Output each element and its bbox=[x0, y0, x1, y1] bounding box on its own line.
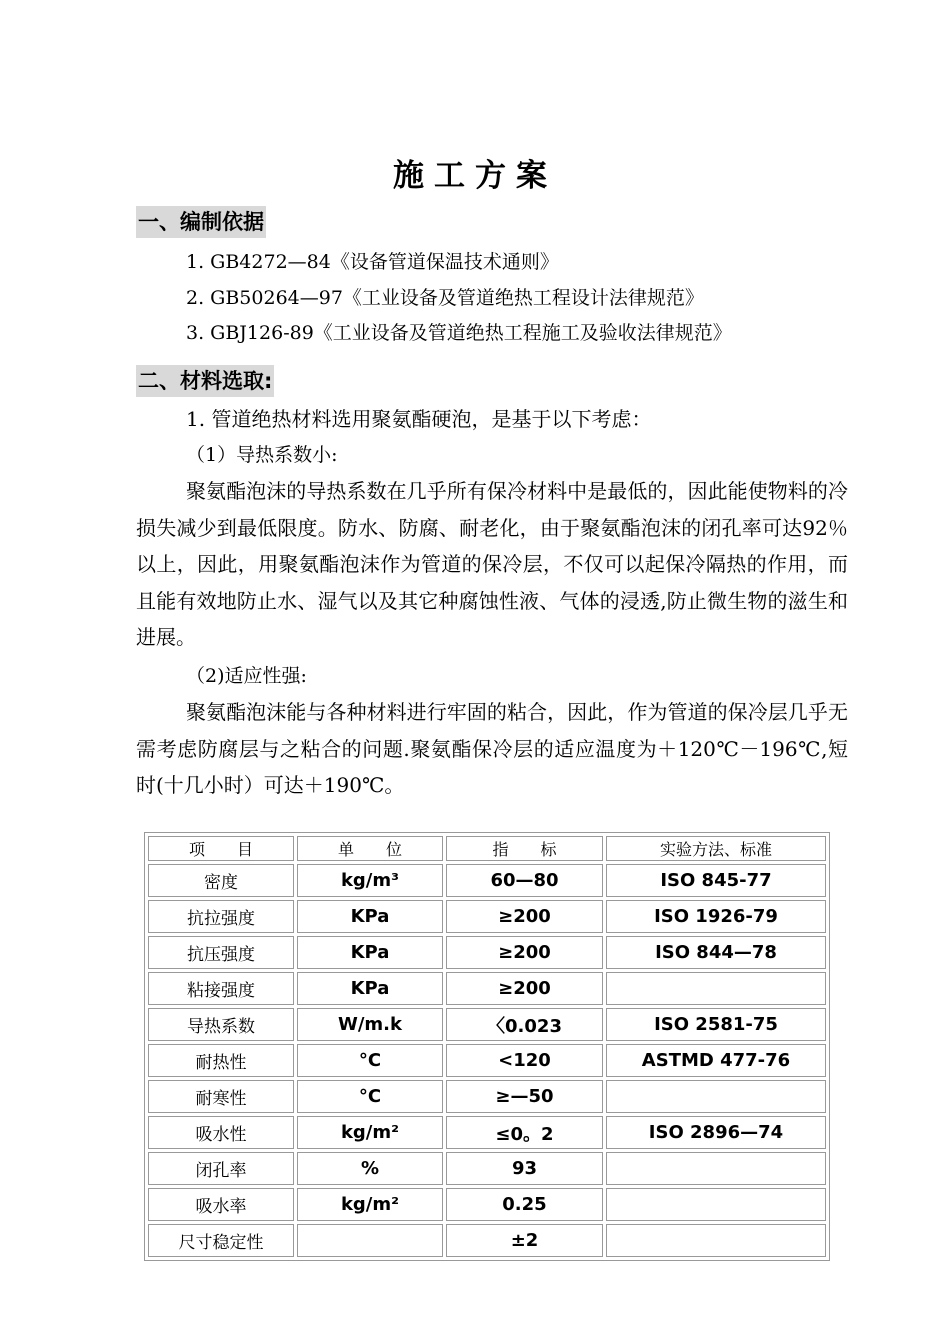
table-row bbox=[148, 864, 826, 897]
header-item: 项 目 bbox=[148, 836, 294, 861]
table-row bbox=[148, 1044, 826, 1077]
cell-method bbox=[606, 1080, 826, 1113]
table-row bbox=[148, 936, 826, 969]
cell-item: 耐寒性 bbox=[148, 1080, 294, 1113]
cell-method: ASTMD 477-76 bbox=[606, 1044, 826, 1077]
spec-table bbox=[144, 832, 830, 1261]
cell-unit: kg/m³ bbox=[297, 864, 443, 897]
cell-spec: ≥200 bbox=[446, 972, 603, 1005]
cell-unit: °C bbox=[297, 1044, 443, 1077]
cell-method: ISO 1926-79 bbox=[606, 900, 826, 933]
cell-spec: ≥200 bbox=[446, 900, 603, 933]
cell-method: ISO 844—78 bbox=[606, 936, 826, 969]
basis-item: 2. GB50264—97《工业设备及管道绝热工程设计法律规范》 bbox=[186, 287, 704, 309]
cell-unit: % bbox=[297, 1152, 443, 1185]
table-row bbox=[148, 1188, 826, 1221]
header-unit: 单 位 bbox=[297, 836, 443, 861]
cell-unit bbox=[297, 1224, 443, 1257]
subheading-low-conductivity: （1）导热系数小: bbox=[186, 444, 338, 466]
section-heading-materials: 二、材料选取: bbox=[136, 365, 274, 397]
table-row bbox=[148, 1152, 826, 1185]
cell-spec: ±2 bbox=[446, 1224, 603, 1257]
cell-method: ISO 845-77 bbox=[606, 864, 826, 897]
cell-item: 闭孔率 bbox=[148, 1152, 294, 1185]
paragraph-adaptability: 聚氨酯泡沫能与各种材料进行牢固的粘合，因此，作为管道的保冷层几乎无需考虑防腐层与之粘合的问题.聚氨酯保冷层的适应温度为＋120℃－196℃,短时(十几小时）可达＋190℃。 bbox=[136, 700, 848, 797]
cell-method bbox=[606, 1224, 826, 1257]
cell-unit: KPa bbox=[297, 900, 443, 933]
table-row bbox=[148, 972, 826, 1005]
table-row bbox=[148, 1224, 826, 1257]
materials-intro: 1. 管道绝热材料选用聚氨酯硬泡，是基于以下考虑： bbox=[186, 407, 652, 431]
cell-item: 粘接强度 bbox=[148, 972, 294, 1005]
cell-item: 抗拉强度 bbox=[148, 900, 294, 933]
cell-item: 吸水性 bbox=[148, 1116, 294, 1149]
cell-item: 抗压强度 bbox=[148, 936, 294, 969]
cell-item: 吸水率 bbox=[148, 1188, 294, 1221]
cell-unit: KPa bbox=[297, 936, 443, 969]
cell-spec: ≤0。2 bbox=[446, 1116, 603, 1149]
cell-method bbox=[606, 972, 826, 1005]
cell-method: ISO 2581-75 bbox=[606, 1008, 826, 1041]
table-row bbox=[148, 1116, 826, 1149]
cell-method bbox=[606, 1152, 826, 1185]
cell-spec: 60—80 bbox=[446, 864, 603, 897]
cell-unit: kg/m² bbox=[297, 1188, 443, 1221]
cell-item: 耐热性 bbox=[148, 1044, 294, 1077]
table-row bbox=[148, 1008, 826, 1041]
cell-item: 尺寸稳定性 bbox=[148, 1224, 294, 1257]
cell-spec: ≥200 bbox=[446, 936, 603, 969]
table-row bbox=[148, 1080, 826, 1113]
cell-unit: °C bbox=[297, 1080, 443, 1113]
page-title: 施工方案 bbox=[393, 158, 557, 194]
header-spec: 指 标 bbox=[446, 836, 603, 861]
cell-spec: 〈0.023 bbox=[446, 1008, 603, 1041]
table-row bbox=[148, 900, 826, 933]
cell-spec: 93 bbox=[446, 1152, 603, 1185]
header-method: 实验方法、标准 bbox=[606, 836, 826, 861]
cell-unit: KPa bbox=[297, 972, 443, 1005]
basis-item: 1. GB4272—84《设备管道保温技术通则》 bbox=[186, 251, 559, 273]
spec-table-body bbox=[148, 836, 826, 1257]
paragraph-conductivity: 聚氨酯泡沫的导热系数在几乎所有保冷材料中是最低的，因此能使物料的冷损失减少到最低限度。防水、防腐、耐老化，由于聚氨酯泡沫的闭孔率可达92％以上，因此，用聚氨酯泡沫作为管道的保冷层，不仅可以起保冷隔热的作用，而且能有效地防止水、湿气以及其它种腐蚀性液、气体的浸透,防止微生物的滋生和进展。 bbox=[136, 479, 848, 649]
cell-item: 密度 bbox=[148, 864, 294, 897]
cell-spec: 0.25 bbox=[446, 1188, 603, 1221]
cell-unit: W/m.k bbox=[297, 1008, 443, 1041]
cell-spec: <120 bbox=[446, 1044, 603, 1077]
cell-method bbox=[606, 1188, 826, 1221]
subheading-adaptability: （2)适应性强: bbox=[186, 665, 307, 687]
cell-unit: kg/m² bbox=[297, 1116, 443, 1149]
table-header-row bbox=[148, 836, 826, 861]
cell-spec: ≥—50 bbox=[446, 1080, 603, 1113]
basis-item: 3. GBJ126-89《工业设备及管道绝热工程施工及验收法律规范》 bbox=[186, 322, 732, 344]
cell-method: ISO 2896—74 bbox=[606, 1116, 826, 1149]
section-heading-basis: 一、编制依据 bbox=[136, 206, 266, 238]
cell-item: 导热系数 bbox=[148, 1008, 294, 1041]
